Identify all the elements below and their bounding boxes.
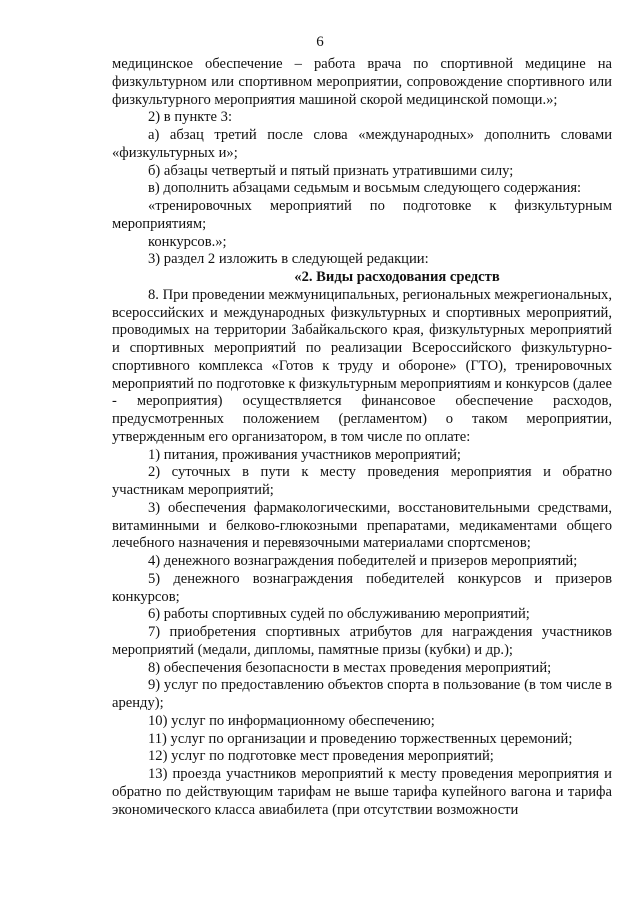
list-item-8: 8) обеспечения безопасности в местах проведения мероприятий; (148, 659, 552, 676)
paragraph-medical-support: медицинское обеспечение – работа врача по спортивной медицине на физкультурном или спортивном мероприятии, сопровождение спортивного или физкультурного мероприятия машиной скорой медицинской помощи.»; (112, 56, 612, 108)
section-heading: «2. Виды расходования средств (294, 269, 500, 285)
list-item-2: 2) суточных в пути к месту проведения мероприятия и обратно участникам мероприятий; (112, 464, 612, 498)
paragraph-quote-training: «тренировочных мероприятий по подготовке к физкультурным мероприятиям; (112, 198, 612, 232)
list-item-10: 10) услуг по информационному обеспечению; (148, 712, 435, 729)
list-item-4: 4) денежного вознаграждения победителей и призеров мероприятий; (148, 553, 578, 569)
list-item-11: 11) услуг по организации и проведению торжественных церемоний; (148, 730, 573, 747)
paragraph-quote-contests: конкурсов.»; (148, 233, 227, 250)
list-item-12: 12) услуг по подготовке мест проведения мероприятий; (148, 748, 494, 765)
paragraph-item-2: 2) в пункте 3: (148, 109, 233, 126)
paragraph-clause-8: 8. При проведении межмуниципальных, региональных межрегиональных, всероссийских и международных физкультурных и спортивных мероприятий, проводимых на территории Забайкальского края, физкультурных мероприятий и спортивных мероприятий по реализации Всероссийского физкультурно-спортивного комплекса «Готов к труду и обороне» (ГТО), тренировочных мероприятий по подготовке к физкультурным мероприятиям и конкурсов (далее - мероприятия) осуществляется финансовое обеспечение расходов, предусмотренных положением (регламентом) о таком мероприятии, утвержденным его организатором, в том числе по оплате: (112, 286, 612, 445)
paragraph-item-3: 3) раздел 2 изложить в следующей редакции: (148, 251, 429, 268)
paragraph-item-v: в) дополнить абзацами седьмым и восьмым следующего содержания: (148, 180, 582, 197)
list-item-7: 7) приобретения спортивных атрибутов для награждения участников мероприятий (медали, дипломы, памятные призы (кубки) и др.); (112, 624, 612, 658)
document-body (112, 56, 612, 819)
list-item-3: 3) обеспечения фармакологическими, восстановительными средствами, витаминными и белково-глюкозными препаратами, медикаментами общего лечебного назначения и перевязочными материалами спортсменов; (112, 499, 612, 552)
page-number: 6 (316, 34, 324, 50)
list-item-1: 1) питания, проживания участников мероприятий; (148, 446, 461, 463)
paragraph-item-b: б) абзацы четвертый и пятый признать утратившими силу; (148, 162, 514, 179)
list-item-13: 13) проезда участников мероприятий к месту проведения мероприятия и обратно по действующим тарифам не выше тарифа купейного вагона и тарифа экономического класса авиабилета (при отсутствии возможности (112, 766, 612, 818)
list-item-6: 6) работы спортивных судей по обслуживанию мероприятий; (148, 606, 530, 623)
list-item-5: 5) денежного вознаграждения победителей конкурсов и призеров конкурсов; (112, 570, 612, 605)
paragraph-item-a: а) абзац третий после слова «международных» дополнить словами «физкультурных и»; (112, 127, 612, 161)
list-item-9: 9) услуг по предоставлению объектов спорта в пользование (в том числе в аренду); (112, 677, 612, 711)
